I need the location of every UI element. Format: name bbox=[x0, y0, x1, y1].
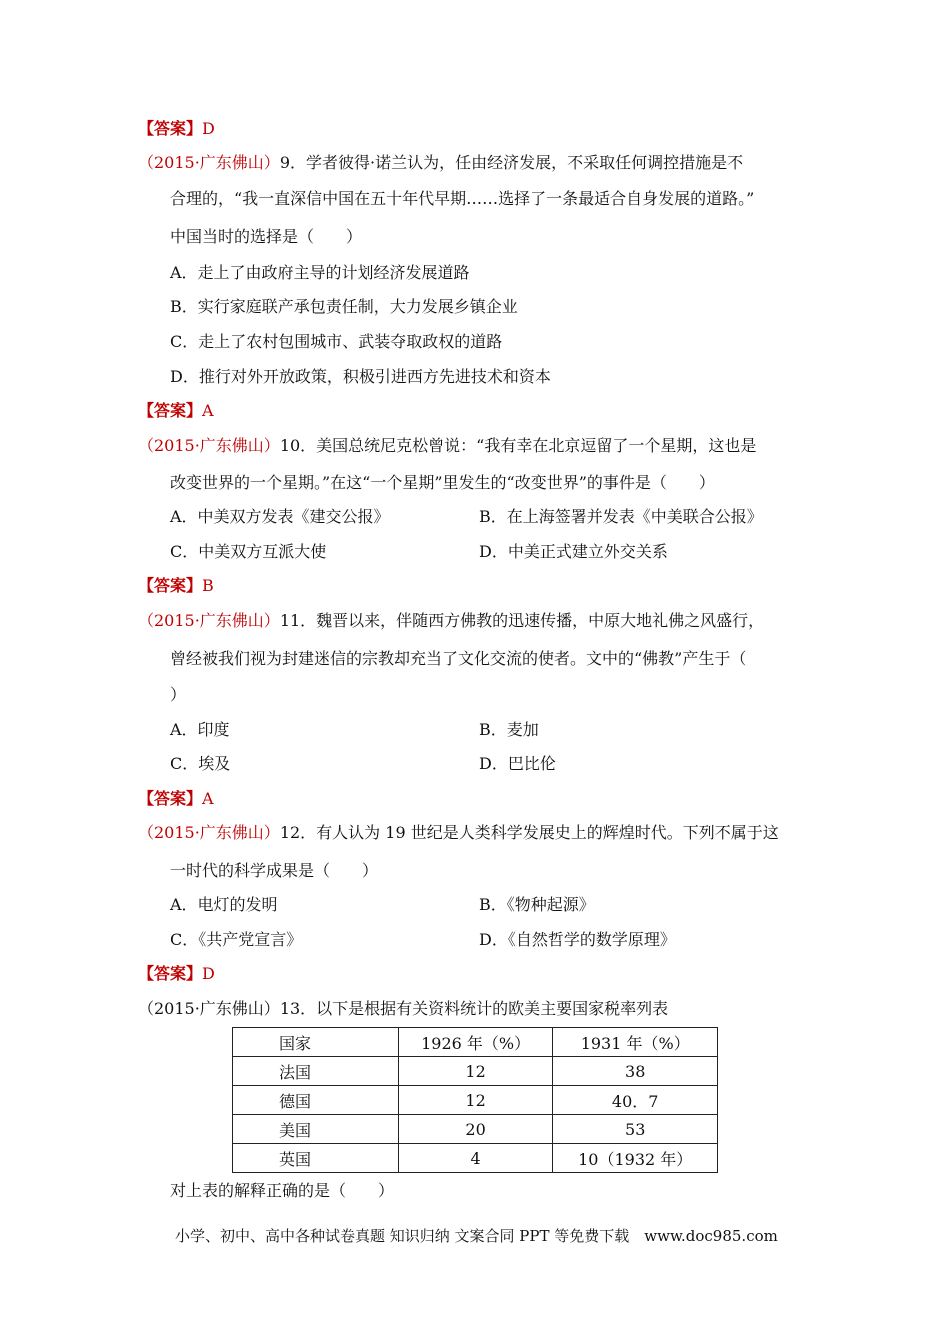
question-9-line-1: （2015·广东佛山）9．学者彼得·诺兰认为，任由经济发展，不采取任何调控措施是不 bbox=[138, 153, 744, 172]
question-12-option-c: C．《共产党宣言》 bbox=[170, 930, 303, 949]
question-source: （2015·广东佛山） bbox=[138, 153, 280, 172]
question-10-line-2: 改变世界的一个星期。”在这“一个星期”里发生的“改变世界”的事件是（ ） bbox=[170, 473, 715, 492]
table-cell: 53 bbox=[553, 1115, 718, 1144]
question-source: （2015·广东佛山） bbox=[138, 823, 280, 842]
question-12-option-a: A．电灯的发明 bbox=[170, 895, 278, 914]
question-13-prompt: 对上表的解释正确的是（ ） bbox=[170, 1181, 395, 1200]
question-9-option-a: A．走上了由政府主导的计划经济发展道路 bbox=[170, 263, 470, 282]
table-row bbox=[233, 1057, 718, 1086]
table-cell: 德国 bbox=[233, 1086, 399, 1115]
question-11-line-3: ） bbox=[170, 685, 187, 704]
table-row bbox=[233, 1086, 718, 1115]
table-row bbox=[233, 1144, 718, 1173]
table-cell: 4 bbox=[398, 1144, 553, 1173]
question-11-option-a: A．印度 bbox=[170, 720, 230, 739]
question-source: （2015·广东佛山） bbox=[138, 999, 280, 1018]
table-header-cell: 1926 年（%） bbox=[398, 1028, 553, 1057]
table-header-cell: 国家 bbox=[233, 1028, 399, 1057]
answer-q11: 【答案】A bbox=[138, 789, 214, 808]
question-11-line-1: （2015·广东佛山）11．魏晋以来，伴随西方佛教的迅速传播，中原大地礼佛之风盛行， bbox=[138, 611, 765, 630]
tax-rate-table bbox=[232, 1027, 718, 1173]
question-10-option-b: B．在上海签署并发表《中美联合公报》 bbox=[479, 507, 763, 526]
question-10-line-1: （2015·广东佛山）10．美国总统尼克松曾说：“我有幸在北京逗留了一个星期，这也是 bbox=[138, 436, 757, 455]
table-cell: 12 bbox=[398, 1086, 553, 1115]
question-source: （2015·广东佛山） bbox=[138, 611, 280, 630]
question-11-option-c: C．埃及 bbox=[170, 754, 231, 773]
table-cell: 20 bbox=[398, 1115, 553, 1144]
page-footer: 小学、初中、高中各种试卷真题 知识归纳 文案合同 PPT 等免费下载 www.doc985.com bbox=[175, 1227, 778, 1245]
answer-q10: 【答案】B bbox=[138, 576, 214, 595]
question-11-line-2: 曾经被我们视为封建迷信的宗教却充当了文化交流的使者。文中的“佛教”产生于（ bbox=[170, 649, 747, 668]
question-12-option-b: B．《物种起源》 bbox=[479, 895, 595, 914]
question-9-option-d: D．推行对外开放政策，积极引进西方先进技术和资本 bbox=[170, 367, 551, 386]
question-10-option-d: D．中美正式建立外交关系 bbox=[479, 542, 668, 561]
table-row bbox=[233, 1115, 718, 1144]
question-9-option-b: B．实行家庭联产承包责任制，大力发展乡镇企业 bbox=[170, 297, 518, 316]
table-header-row bbox=[233, 1028, 718, 1057]
question-9-line-2: 合理的，“我一直深信中国在五十年代早期……选择了一条最适合自身发展的道路。” bbox=[170, 189, 755, 208]
answer-q8: 【答案】D bbox=[138, 119, 215, 138]
question-12-option-d: D．《自然哲学的数学原理》 bbox=[479, 930, 676, 949]
table-header-cell: 1931 年（%） bbox=[553, 1028, 718, 1057]
question-11-option-b: B．麦加 bbox=[479, 720, 539, 739]
table-cell: 38 bbox=[553, 1057, 718, 1086]
question-source: （2015·广东佛山） bbox=[138, 436, 280, 455]
question-10-option-a: A．中美双方发表《建交公报》 bbox=[170, 507, 390, 526]
table-cell: 美国 bbox=[233, 1115, 399, 1144]
question-9-line-3: 中国当时的选择是（ ） bbox=[170, 227, 363, 246]
table-cell: 12 bbox=[398, 1057, 553, 1086]
answer-q9: 【答案】A bbox=[138, 401, 214, 420]
question-12-line-2: 一时代的科学成果是（ ） bbox=[170, 861, 379, 880]
question-11-option-d: D．巴比伦 bbox=[479, 754, 556, 773]
table-cell: 40．7 bbox=[553, 1086, 718, 1115]
table-cell: 英国 bbox=[233, 1144, 399, 1173]
question-12-line-1: （2015·广东佛山）12．有人认为 19 世纪是人类科学发展史上的辉煌时代。下列不属于这 bbox=[138, 823, 779, 842]
table-cell: 法国 bbox=[233, 1057, 399, 1086]
question-10-option-c: C．中美双方互派大使 bbox=[170, 542, 327, 561]
answer-q12: 【答案】D bbox=[138, 964, 215, 983]
table-cell: 10（1932 年） bbox=[553, 1144, 718, 1173]
question-13-line-1: （2015·广东佛山）13．以下是根据有关资料统计的欧美主要国家税率列表 bbox=[138, 999, 669, 1018]
question-9-option-c: C．走上了农村包围城市、武装夺取政权的道路 bbox=[170, 332, 503, 351]
